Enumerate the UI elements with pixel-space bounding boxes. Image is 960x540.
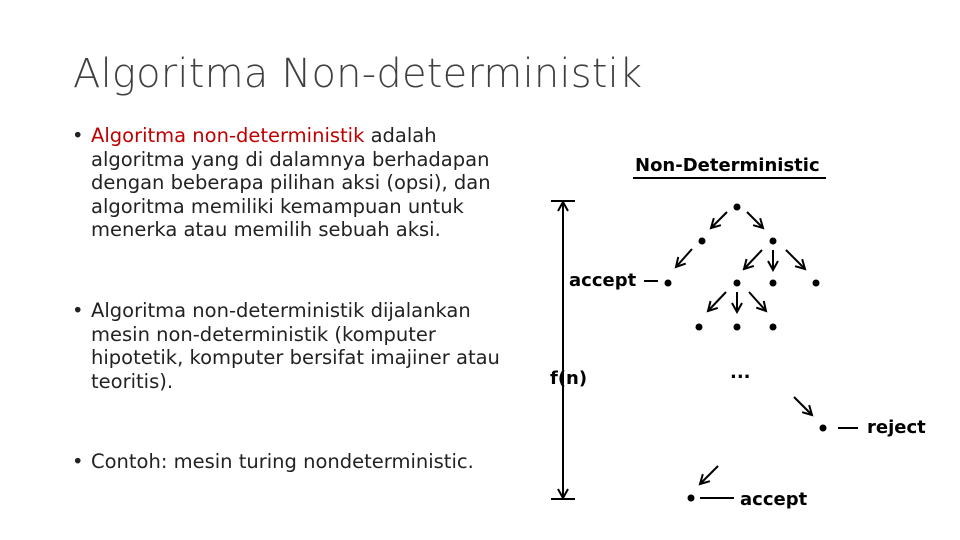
- arrow-l2-c: [749, 292, 766, 311]
- bullet-dot: •: [72, 299, 84, 322]
- node-l1-right: [770, 238, 777, 245]
- bullet-text: Contoh: mesin turing nondeterministic.: [91, 450, 474, 473]
- node-l2-a: [734, 280, 741, 287]
- reject-label: reject: [867, 417, 926, 438]
- fn-label: f(n): [550, 368, 588, 389]
- bullet-text: adalah algoritma yang di dalamnya berhadapan dengan beberapa pilihan aksi (opsi), dan algoritma memiliki kemampuan untuk menerka atau memilih sebuah aksi.: [91, 124, 491, 241]
- bullet-item-definition: [72, 124, 521, 242]
- node-l3-b: [734, 324, 741, 331]
- arrow-to-reject: [794, 397, 812, 415]
- bullet-text: Algoritma non-deterministik dijalankan mesin non-deterministik (komputer hipotetik, komputer bersifat imajiner atau teoritis).: [91, 299, 500, 393]
- slide-title: Algoritma Non-deterministik: [73, 51, 643, 97]
- node-accept-bottom: [688, 495, 695, 502]
- ellipsis: ...: [730, 362, 751, 383]
- arrow-l1-accept: [676, 249, 692, 267]
- bullet-dot: •: [72, 450, 84, 473]
- node-reject: [820, 425, 827, 432]
- tree-arrows: [676, 212, 812, 484]
- node-root: [734, 204, 741, 211]
- node-accept-top: [665, 280, 672, 287]
- accept-label-top: accept: [569, 270, 637, 291]
- bullet-item-machine: [72, 299, 521, 393]
- node-l1-left: [699, 238, 706, 245]
- node-l2-c: [813, 280, 820, 287]
- node-l3-a: [696, 324, 703, 331]
- accept-label-bottom: accept: [740, 489, 808, 510]
- node-l3-c: [770, 324, 777, 331]
- arrow-l2-a: [708, 292, 726, 311]
- arrow-l1-a: [744, 250, 762, 269]
- nondeterministic-diagram: [540, 140, 940, 520]
- bullet-highlight: Algoritma non-deterministik: [91, 124, 365, 147]
- arrow-root-right: [747, 212, 763, 228]
- arrow-l1-c: [786, 250, 805, 269]
- node-l2-b: [770, 280, 777, 287]
- bullet-dot: •: [72, 124, 84, 147]
- bullet-item-example: [72, 450, 521, 474]
- arrow-root-left: [711, 212, 727, 228]
- arrow-to-accept-bottom: [700, 466, 718, 484]
- diagram-heading: Non-Deterministic: [635, 155, 820, 176]
- tree-nodes: [665, 204, 827, 502]
